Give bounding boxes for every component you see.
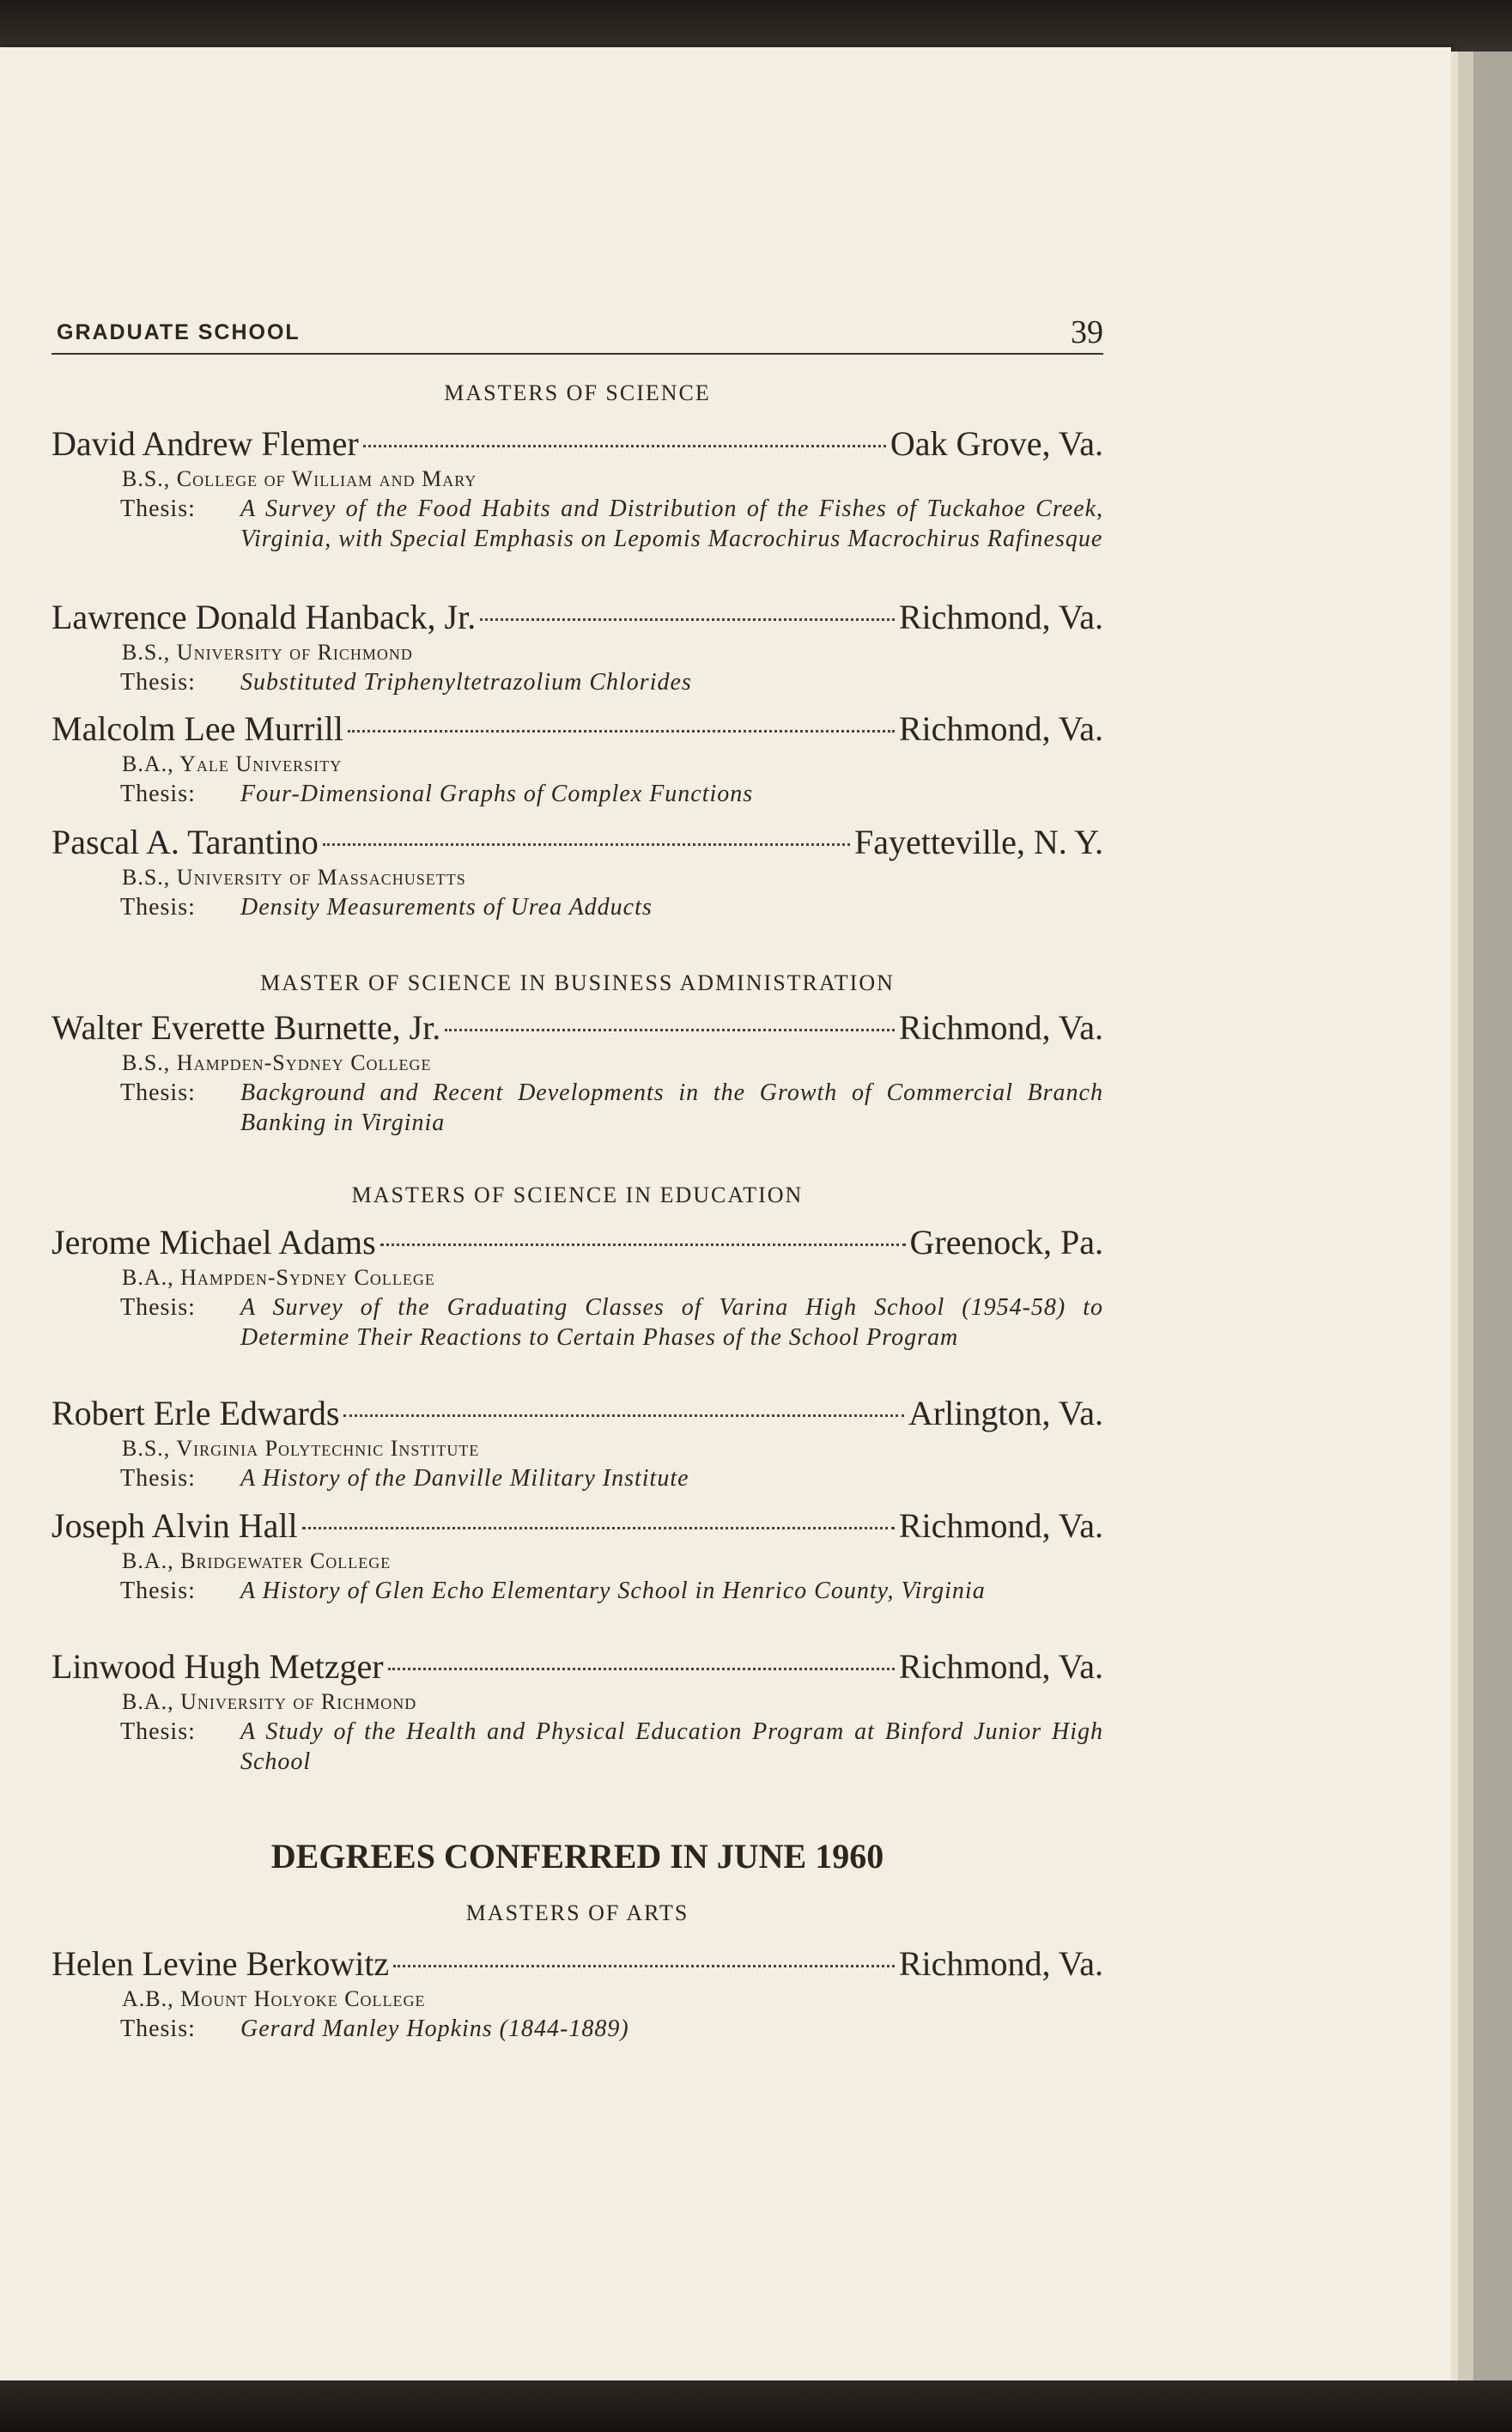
dot-leader [343,1414,904,1417]
graduate-name: Walter Everette Burnette, Jr. [52,1008,441,1047]
graduate-name: Malcolm Lee Murrill [52,709,343,748]
page-number: 39 [1071,314,1103,350]
thesis-title: A History of the Danville Military Institute [240,1465,689,1492]
book-page [0,47,1451,2387]
thesis-line [120,2014,1103,2044]
name-line [52,708,1103,750]
thesis-line [120,1576,1103,1606]
dot-leader [388,1668,895,1670]
name-line [52,1505,1103,1547]
graduate-location: Fayetteville, N. Y. [854,823,1103,861]
page-edge [1458,52,1473,2380]
graduate-location: Richmond, Va. [898,1647,1103,1686]
scan-border-top [0,0,1512,52]
graduate-location: Richmond, Va. [898,1506,1103,1545]
graduate-name: Jerome Michael Adams [52,1223,376,1262]
thesis-line [120,1717,1103,1777]
graduate-entry [52,1505,1103,1606]
thesis-line [120,892,1103,922]
thesis-title: Substituted Triphenyltetrazolium Chlorides [240,669,692,696]
prior-degree: B.S., Hampden-Sydney College [122,1050,432,1075]
graduate-entry [52,597,1103,697]
thesis-title: Four-Dimensional Graphs of Complex Functions [240,781,754,807]
name-line [52,822,1103,863]
graduate-name: David Andrew Flemer [52,424,359,463]
prior-degree: B.A., University of Richmond [122,1689,417,1714]
thesis-label: Thesis: [120,1465,196,1492]
graduate-name: Helen Levine Berkowitz [52,1944,390,1983]
thesis-title: Background and Recent Developments in the Growth of Commercial Branch Banking in Virginia [240,1079,1103,1136]
thesis-line [120,667,1103,697]
section-heading: MASTERS OF SCIENCE IN EDUCATION [351,1183,804,1207]
name-line [52,1393,1103,1434]
graduate-location: Oak Grove, Va. [890,424,1103,463]
prior-degree: B.S., Virginia Polytechnic Institute [122,1436,480,1461]
dot-leader [323,843,850,846]
graduate-location: Richmond, Va. [898,1008,1103,1047]
thesis-label: Thesis: [120,781,196,807]
graduate-entry [52,1646,1103,1777]
thesis-title: A Study of the Health and Physical Education Program at Binford Junior High School [240,1718,1103,1775]
thesis-label: Thesis: [120,1718,196,1745]
graduate-location: Greenock, Pa. [909,1223,1103,1262]
thesis-label: Thesis: [120,496,196,522]
graduate-name: Lawrence Donald Hanback, Jr. [52,598,477,636]
graduate-entry [52,1222,1103,1353]
graduate-location: Richmond, Va. [898,598,1103,636]
thesis-title: A Survey of the Graduating Classes of Varina High School (1954-58) to Determine Their Reactions to Certain Phases of the School Program [240,1294,1103,1351]
page-edge [1451,52,1458,2380]
graduate-location: Richmond, Va. [898,1944,1103,1983]
dot-leader [380,1243,906,1246]
dot-leader [393,1965,895,1967]
thesis-title: Density Measurements of Urea Adducts [240,894,653,921]
graduate-name: Pascal A. Tarantino [52,823,319,861]
graduate-location: Arlington, Va. [908,1394,1103,1432]
thesis-line [120,1292,1103,1353]
thesis-label: Thesis: [120,1294,196,1321]
dot-leader [302,1527,895,1529]
prior-degree: A.B., Mount Holyoke College [122,1986,426,2011]
graduate-name: Joseph Alvin Hall [52,1506,298,1545]
thesis-label: Thesis: [120,669,196,696]
conferred-heading: DEGREES CONFERRED IN JUNE 1960 [270,1837,884,1876]
name-line [52,1943,1103,1985]
graduate-entry [52,822,1103,922]
name-line [52,423,1103,465]
thesis-label: Thesis: [120,894,196,921]
thesis-title: A History of Glen Echo Elementary School in Henrico County, Virginia [240,1578,986,1604]
prior-degree: B.S., University of Massachusetts [122,865,466,890]
running-head [52,305,1103,355]
name-line [52,1646,1103,1687]
graduate-name: Robert Erle Edwards [52,1394,340,1432]
graduate-entry [52,423,1103,554]
prior-degree: B.S., College of William and Mary [122,466,477,491]
graduate-location: Richmond, Va. [898,709,1103,748]
name-line [52,1007,1103,1049]
prior-degree: B.S., University of Richmond [122,640,413,665]
dot-leader [363,445,886,447]
thesis-label: Thesis: [120,1578,196,1604]
dot-leader [445,1029,895,1031]
running-head-title: GRADUATE SCHOOL [57,320,301,344]
graduate-entry [52,1007,1103,1138]
graduate-entry [52,708,1103,809]
thesis-title: A Survey of the Food Habits and Distribution of the Fishes of Tuckahoe Creek, Virginia, with Special Emphasis on Lepomis Macrochirus Macrochirus Rafinesque [240,496,1103,552]
dot-leader [348,730,895,733]
scan-border-bottom [0,2380,1512,2432]
thesis-title: Gerard Manley Hopkins (1844-1889) [240,2016,629,2042]
name-line [52,1222,1103,1263]
prior-degree: B.A., Hampden-Sydney College [122,1265,435,1290]
graduate-entry [52,1393,1103,1493]
prior-degree: B.A., Yale University [122,751,343,776]
graduate-entry [52,1943,1103,2044]
section-heading: MASTERS OF SCIENCE [444,380,711,405]
book-cover-edge [1473,52,1512,2380]
thesis-line [120,494,1103,554]
prior-degree: B.A., Bridgewater College [122,1548,392,1573]
thesis-line [120,1463,1103,1493]
thesis-label: Thesis: [120,2016,196,2042]
section-heading: MASTER OF SCIENCE IN BUSINESS ADMINISTRATION [260,970,895,995]
graduate-name: Linwood Hugh Metzger [52,1647,384,1686]
thesis-line [120,1078,1103,1138]
section-heading: MASTERS OF ARTS [465,1900,689,1925]
thesis-line [120,779,1103,809]
name-line [52,597,1103,638]
thesis-label: Thesis: [120,1079,196,1106]
dot-leader [480,618,895,621]
